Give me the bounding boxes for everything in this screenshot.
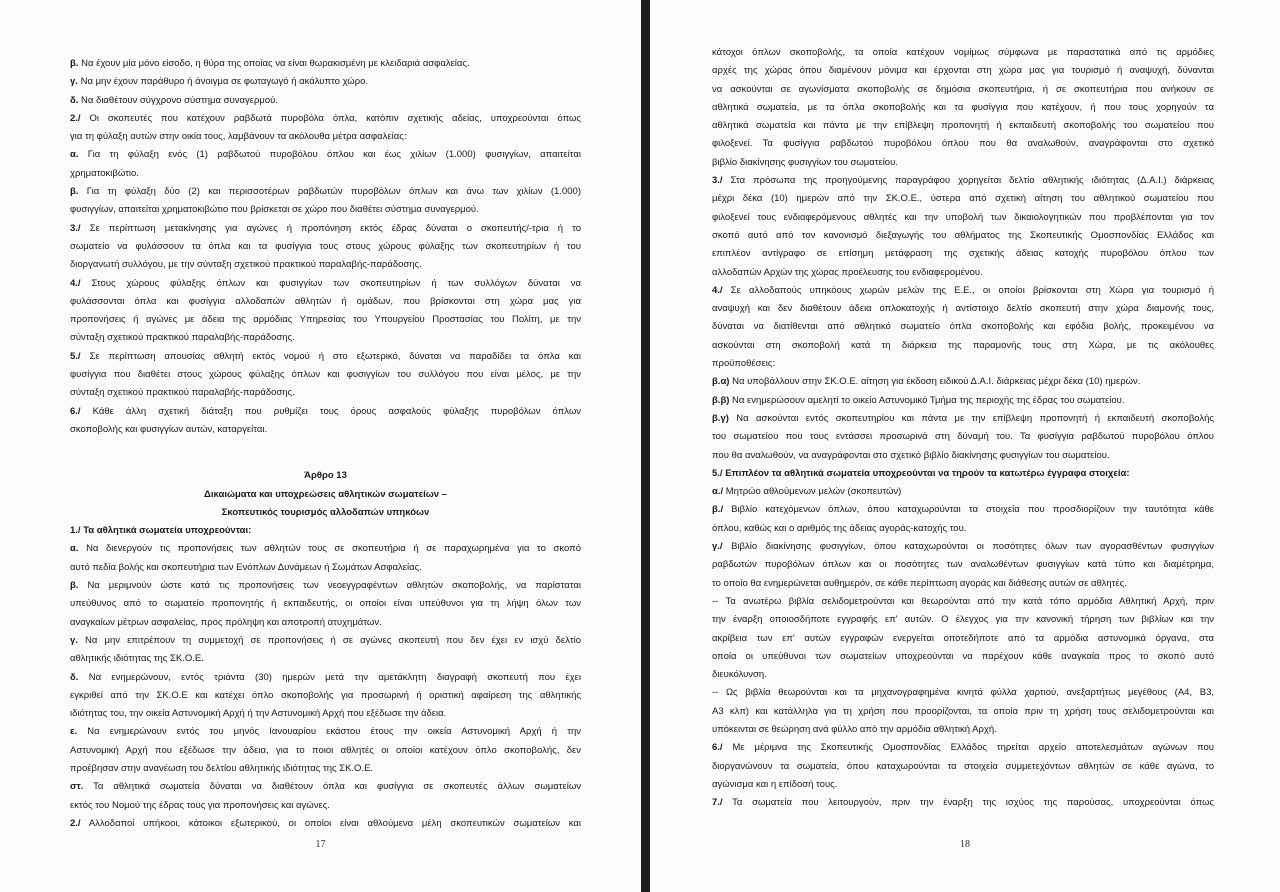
text-line: δύναται να διατίθενται από αθλητικό σωματείο όπλα σκοποβολής και εφόδια βολής, προκειμένου να	[712, 321, 1214, 333]
text-line: α./ Μητρώο αθλούμενων μελών (σκοπευτών)	[712, 486, 902, 498]
text-line: β.γ) Να ασκούνται εντός σκοπευτηρίου και πάντα με την επίβλεψη προπονητή ή εκπαιδευτή σκοποβολής	[712, 412, 1214, 424]
text-line: αγώνισμα και η επίδοσή τους.	[712, 778, 838, 790]
text-line: β. Να μεριμνούν ώστε κατά τις προπονήσεις των νεοεγγραφέντων αθλητών σκοποβολής, να παρίσταται	[70, 580, 581, 592]
text-line: την έναρξη οποιοσδήποτε εγγραφής επ' αυτών. Ο έλεγχος για την κανονική τήρηση των βιβλίων και την	[712, 614, 1214, 626]
text-line: αλλοδαπών Αρχών της χώρας προέλευσης του ενδιαφερομένου.	[712, 266, 983, 278]
text-line: α. Για τη φύλαξη ενός (1) ραβδωτού πυροβόλου όπλου και έως χιλίων (1.000) φυσιγγίων, απαιτείται	[70, 149, 581, 161]
text-line: αναγκαίων μέτρων ασφαλείας, προς πρόληψη και αποτροπή ατυχημάτων.	[70, 616, 382, 628]
right-page-text	[712, 44, 1214, 812]
text-line: ιδιότητας του, την οικεία Αστυνομική Αρχή ή την Αστυνομική Αρχή που εξέδωσε την άδεια.	[70, 708, 447, 720]
page-gutter	[641, 0, 650, 892]
text-line: του σωματείου που τους εντάσσει προσωρινά στη δύναμή του. Τα φυσίγγια ραβδωτού πυροβόλου όπλου	[712, 431, 1214, 443]
text-line: 6./ Με μέριμνα της Σκοπευτικής Ομοσπονδίας Ελλάδος τηρείται αρχείο αποτελεσμάτων αγώνων που	[712, 742, 1214, 754]
text-line: -- Τα ανωτέρω βιβλία σελιδομετρούνται και θεωρούνται από την κατά τόπο αρμόδια Αθλητική Αρχή, πριν	[712, 595, 1214, 607]
text-line: β./ Βιβλίο κατεχόμενων όπλων, όπου καταχωρούνται τα στοιχεία που προσδιορίζουν την ταυτότητα κάθε	[712, 504, 1214, 516]
text-line: 5./ Επιπλέον τα αθλητικά σωματεία υποχρεούνται να τηρούν τα κατωτέρω έγγραφα στοιχεία:	[712, 467, 1130, 479]
text-line: υπόκεινται σε θεώρηση ανά φύλλο από την αρμόδια αθλητική Αρχή.	[712, 723, 997, 735]
text-line: εκτός του Νομού της έδρας τους για προπονήσεις και αγώνες.	[70, 799, 330, 811]
text-line: 1./ Τα αθλητικά σωματεία υποχρεούνται:	[70, 525, 252, 537]
text-line: 6./ Κάθε άλλη σχετική διάταξη που ρυθμίζει τους όρους ασφαλούς φύλαξης πυροβόλων όπλων	[70, 405, 581, 417]
text-line: β. Για τη φύλαξη δύο (2) και περισσοτέρων ραβδωτών πυροβόλων όπλων και άνω των χιλίων (1.000)	[70, 186, 581, 198]
text-line: ακρίβεια των επ' αυτών εγγραφών ενεργείται οποτεδήποτε από τα αρμόδια αστυνομικά όργανα, στα	[712, 632, 1214, 644]
text-line: γ. Να μην έχουν παράθυρο ή άνοιγμα σε φωταγωγό ή ακάλυπτο χώρο.	[70, 76, 369, 88]
text-line: Αστυνομική Αρχή που εξέδωσε την άδεια, για το ποιοι αθλητές οι οποίοι κατέχουν όπλο σκοποβολής, δεν	[70, 744, 581, 756]
text-line: -- Ως βιβλία θεωρούνται και τα μηχανογραφημένα κινητά φύλλα χαρτιού, ανεξαρτήτως μεγέθους (Α4, Β3,	[712, 687, 1214, 699]
text-line: ραβδωτών πυροβόλων όπλων και οι ποσότητες των αναλωθέντων φυσιγγίων κατά τύπο και διαμέτρημα,	[712, 559, 1214, 571]
page-number-left: 17	[315, 839, 326, 850]
page-number-right: 18	[960, 839, 970, 850]
text-line: φιλοξενεί. Τα φυσίγγια ραβδωτού πυροβόλου όπλου που θα αναλωθούν, αναγράφονται στο σχετικό	[712, 138, 1214, 150]
text-line: το οποίο θα ενημερώνεται αυθημερόν, σε κάθε περίπτωση αγοράς και διάθεσης αυτών σε αθλητές.	[712, 577, 1127, 589]
text-line: διοργανώνουν τα σωματεία, όπου καταχωρούνται τα στοιχεία συμμετεχόντων αθλητών σε κάθε αγώνα, το	[712, 760, 1214, 772]
left-page-text	[70, 55, 581, 833]
text-line: 7./ Τα σωματεία που λειτουργούν, πριν την έναρξη της ισχύος της παρούσας, υποχρεούνται όπως	[712, 797, 1214, 809]
text-line: α. Να διενεργούν τις προπονήσεις των αθλητών τους σε σκοπευτήρια ή σε παραχωρημένα για το σκοπό	[70, 543, 581, 555]
text-line: β.β) Να ενημερώσουν αμελητί το οικείο Αστυνομικό Τμήμα της περιοχής της έδρας του σωματείου.	[712, 394, 1125, 406]
text-line: ασκούνται στη σκοποβολή κατά τη διάρκεια της παραμονής τους στη Χώρα, με τις ακόλουθες	[712, 339, 1214, 351]
text-line: σύνταξη σχετικού πρακτικού παραλαβής-παράδοσης.	[70, 387, 295, 399]
text-line: επιπλέον αντίγραφο σε επίσημη μετάφραση της σχετικής άδειας κατοχής πυροβόλου όπλου των	[712, 248, 1214, 260]
text-line: κάτοχοι όπλων σκοποβολής, τα οποία κατέχουν νομίμως σύμφωνα με παραστατικά από τις αρμόδιες	[712, 47, 1214, 58]
text-line: φυλάσσονται όπλα και φυσίγγια αλλοδαπών αθλητών ή ομάδων, που βρίσκονται στη χώρα μας για	[70, 295, 581, 307]
text-line: σύνταξη σχετικού πρακτικού παραλαβής-παράδοσης.	[70, 332, 295, 344]
text-line: Δικαιώματα και υποχρεώσεις αθλητικών σωματείων –	[204, 488, 447, 500]
text-line: διοργανωτή συλλόγου, με την σύνταξη σχετικού πρακτικού παραλαβής-παράδοσης.	[70, 259, 422, 271]
text-line: 5./ Σε περίπτωση απουσίας αθλητή εκτός νομού ή στο εξωτερικό, δύναται να παραδίδει τα όπλα και	[70, 350, 581, 362]
text-line: β.α) Να υποβάλλουν στην ΣΚ.Ο.Ε. αίτηση για έκδοση ειδικού Δ.Α.Ι. διάρκειας μέχρι δέκα (10) ημερών.	[712, 376, 1141, 388]
text-line: αθλητικής ιδιότητας της ΣΚ.Ο.Ε.	[70, 653, 204, 665]
text-line: 2./ Αλλοδαποί υπήκοοι, κάτοικοι εξωτερικού, οι οποίοι είναι αθλούμενα μέλη σκοπευτικών σωματείων και	[70, 817, 581, 829]
text-line	[70, 439, 581, 467]
text-line: σκοποβολής και φυσιγγίων αυτών, καταργείται.	[70, 423, 268, 435]
text-line: αρχές της χώρας όπου διαμένουν μόνιμα και έρχονται στη χώρα μας για τουρισμό ή αναψυχή, δύνανται	[712, 65, 1214, 77]
text-line: αναψυχή και δεν διαθέτουν άδεια οπλοκατοχής ή αντίστοιχο δελτίο σκοπευτή στην χώρα διαμονής τους,	[712, 303, 1214, 315]
text-line: γ. Να μην επιτρέπουν τη συμμετοχή σε προπονήσεις ή σε αγώνες σκοπευτή που δεν έχει εν ισχύ δελτίο	[70, 634, 581, 646]
text-line: φυσίγγια που διαθέτει στους χώρους φύλαξης όπλων και φυσιγγίων του συλλόγου που είναι μέλος, με την	[70, 369, 581, 381]
text-line: γ./ Βιβλίο διακίνησης φυσιγγίων, όπου καταχωρούνται οι ποσότητες όλων των αγορασθέντων φυσιγγίων	[712, 541, 1214, 553]
text-line: φιλοξενεί τους ενδιαφερόμενους αθλητές και την υποβολή των δικαιολογητικών που προβλέπονται για τον	[712, 211, 1214, 223]
text-line: Άρθρο 13	[304, 470, 347, 482]
right-page	[650, 0, 1280, 892]
text-line: εγκριθεί από την ΣΚ.Ο.Ε και κατέχει όπλο σκοποβολής για προσωρινή ή οριστική αφαίρεση της αθλητικής	[70, 689, 581, 701]
text-line: σκοπό αυτό από τον κανονισμό διεξαγωγής του αθλήματος της Σκοπευτικής Ομοσπονδίας Ελλάδος και	[712, 229, 1214, 241]
text-line: βιβλίο διακίνησης φυσιγγίων του σωματείου.	[712, 156, 898, 168]
text-line: 4./ Σε αλλοδαπούς υπηκόους χωρών μελών της Ε.Ε., οι οποίοι βρίσκονται στη Χώρα για τουρισμό ή	[712, 284, 1214, 296]
text-line: οποία οι υπεύθυνοι των σωματείων υποχρεούνται να παρέχουν κάθε αναγκαία προς το σκοπό αυτό	[712, 650, 1214, 662]
text-line: να ασκούνται σε αγωνίσματα σκοποβολής σε δημόσια σκοπευτήρια, ή σε σκοπευτήρια που ανήκουν σε	[712, 83, 1214, 95]
text-line: για τη φύλαξη αυτών στην οικία τους, λαμβάνουν τα ακόλουθα μέτρα ασφαλείας:	[70, 131, 407, 143]
text-line: προϋποθέσεις:	[712, 358, 776, 370]
text-line: σωματείο να φυλάσσουν τα όπλα και τα φυσίγγια τους στους χώρους φύλαξης των σκοπευτηρίων ή του	[70, 240, 581, 252]
text-line: μέχρι δέκα (10) ημερών από την ΣΚ.Ο.Ε., ύστερα από σχετική αίτηση του αθλητικού σωματείου που	[712, 193, 1214, 205]
text-line: υπεύθυνος από το σωματείο προπονητής ή εκπαιδευτής, οι οποίοι είναι υπεύθυνοι για τη λήψη όλων των	[70, 598, 581, 610]
text-line: 3./ Στα πρόσωπα της προηγούμενης παραγράφου χορηγείται δελτίο αθλητικής ιδιότητας (Δ.Α.Ι.) διάρκειας	[712, 175, 1214, 187]
text-line: όπλου, καθώς και ο αριθμός της άδειας αγοράς-κατοχής του.	[712, 522, 967, 534]
text-line: ε. Να ενημερώνουν εντός του μηνός Ιανουαρίου εκάστου έτους την οικεία Αστυνομική Αρχή ή την	[70, 726, 581, 738]
text-line: προέβησαν στην ανανέωση του δελτίου αθλητικής ιδιότητας της ΣΚ.Ο.Ε.	[70, 762, 374, 774]
text-line: β. Να έχουν μία μόνο είσοδο, η θύρα της οποίας να είναι θωρακισμένη με κλειδαριά ασφαλείας.	[70, 58, 470, 69]
text-line: Σκοπευτικός τουρισμός αλλοδαπών υπηκόων	[221, 506, 430, 518]
text-line: διευκόλυνση.	[712, 669, 767, 681]
text-line: Α3 κλπ) και κατάλληλα για τη χρήση που προορίζονται, τα οποία πριν τη χρήση τους σελιδομετρούνται και	[712, 705, 1214, 717]
text-line: αθλητικά σωματεία και πάντα με την επίβλεψη προπονητή ή εκπαιδευτή σκοποβολής του σωματείου που	[712, 120, 1214, 132]
text-line: αθλητικά σωματεία, με τα όπλα σκοποβολής και τα φυσίγγια που κατέχουν, ή που τους χορηγούν τα	[712, 101, 1214, 113]
text-line: στ. Τα αθλητικά σωματεία δύναται να διαθέτουν όπλα και φυσίγγια σε σκοπευτές άλλων σωματείων	[70, 781, 581, 793]
text-line: φυσιγγίων, απαιτείται χρηματοκιβώτιο που βρίσκεται σε χώρο που διαθέτει σύστημα συναγερμού.	[70, 204, 479, 216]
text-line: που θα αναλωθούν, να αναγράφονται στο σχετικό βιβλίο διακίνησης φυσιγγίων του σωματείου.	[712, 449, 1110, 461]
text-line: χρηματοκιβώτιο.	[70, 167, 139, 179]
text-line: δ. Να ενημερώνουν, εντός τριάντα (30) ημερών μετά την αμετάκλητη διαγραφή σκοπευτή που έχει	[70, 671, 581, 683]
text-line: αυτό πεδία βολής και σκοπευτήρια των Ενόπλων Δυνάμεων ή Σωμάτων Ασφαλείας.	[70, 561, 422, 573]
text-line: 2./ Οι σκοπευτές που κατέχουν ραβδωτά πυροβόλα όπλα, κατόπιν σχετικής αδείας, υποχρεούνται όπως	[70, 112, 581, 124]
text-line: προπονήσεις ή αγώνες με άδεια της αρμόδιας Υπηρεσίας του Υπουργείου Προστασίας του Πολίτη, με την	[70, 314, 581, 326]
text-line: 3./ Σε περίπτωση μετακίνησης για αγώνες ή προπόνηση εκτός έδρας δύναται ο σκοπευτής/-τρια ή το	[70, 222, 581, 234]
text-line: δ. Να διαθέτουν σύγχρονο σύστημα συναγερμού.	[70, 94, 278, 106]
text-line: 4./ Στους χώρους φύλαξης όπλων και φυσιγγίων των σκοπευτηρίων ή των συλλόγων δύναται να	[70, 277, 581, 289]
